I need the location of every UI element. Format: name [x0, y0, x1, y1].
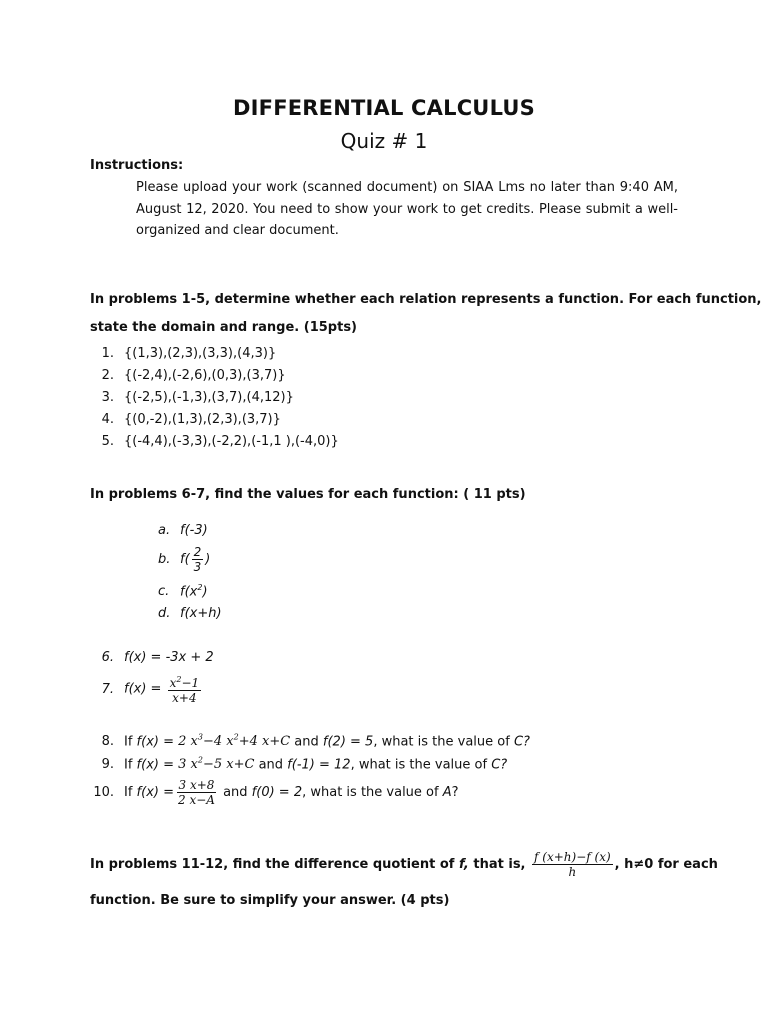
list-item: [92, 409, 339, 431]
problem-10: [92, 778, 459, 807]
fraction-numerator: 3 x+8: [178, 778, 215, 792]
item-text: {(0,-2),(1,3),(2,3),(3,7)}: [124, 412, 281, 427]
section1-heading-line1: In problems 1-5, determine whether each relation represents a function. For each function,: [90, 292, 762, 307]
section2-heading: In problems 6-7, find the values for each function: ( 11 pts): [90, 487, 526, 502]
tail-text: , what is the value of: [350, 757, 492, 773]
instructions-label: Instructions:: [90, 158, 184, 173]
condition: f(-1) = 12: [287, 757, 351, 773]
expr-part-c: +4 x+C: [238, 734, 291, 750]
heading-mid: that is,: [468, 857, 531, 872]
heading-pre: In problems 11-12, find the difference quotient of: [90, 857, 459, 872]
fx-text: f(x) =: [136, 785, 174, 800]
fraction: [168, 673, 202, 705]
item-text: {(-2,4),(-2,6),(0,3),(3,7)}: [124, 368, 286, 383]
section4-heading-line2: function. Be sure to simplify your answer. (4 pts): [90, 893, 450, 908]
problem-9: [92, 756, 507, 772]
heading-f: f,: [458, 857, 469, 872]
problem-6: [92, 650, 214, 665]
fraction-denominator: 2 x−A: [178, 793, 215, 807]
list-item: [92, 387, 339, 409]
if-text: If: [124, 785, 137, 800]
list-item: [92, 365, 339, 387]
item-number: 5.: [101, 434, 114, 449]
and-text: and: [254, 757, 288, 773]
exponent: 2: [197, 583, 203, 592]
expr-part-b: −4 x: [202, 734, 234, 750]
if-text: If: [124, 734, 137, 750]
numerator-var: x: [169, 676, 177, 690]
part-text-pre: f(x: [180, 584, 198, 600]
and-text: and: [218, 785, 252, 800]
fx-text: f(x) =: [136, 757, 174, 773]
variable: C?: [513, 734, 530, 750]
part-text: f(-3): [180, 523, 208, 538]
part-label: b.: [158, 552, 171, 567]
problem-text: f(x) = -3x + 2: [124, 650, 214, 665]
exponent: 2: [233, 733, 239, 742]
variable: C?: [491, 757, 508, 773]
expression: [174, 757, 254, 772]
exponent: 2: [197, 756, 203, 765]
item-number: 4.: [101, 412, 114, 427]
exponent: 2: [176, 675, 182, 684]
difference-quotient: [532, 850, 613, 879]
expr-part-a: 2 x: [174, 734, 198, 750]
list-item: [92, 431, 339, 453]
expression: [174, 734, 290, 749]
item-number: 2.: [101, 368, 114, 383]
problem-7: [92, 673, 203, 705]
fraction-numerator: [168, 673, 202, 691]
part-c: [158, 583, 208, 599]
and-text: and: [290, 734, 323, 750]
part-b: [158, 545, 210, 574]
expr-part-b: −5 x+C: [202, 757, 255, 773]
item-text: {(-4,4),(-3,3),(-2,2),(-1,1 ),(-4,0)}: [124, 434, 339, 449]
problem-8: [92, 733, 530, 749]
numerator-rest: −1: [181, 676, 200, 690]
instructions-text: Please upload your work (scanned document) on SIAA Lms no later than 9:40 AM, August 12, 2020. You need to show your work to get credits. Please submit a well-organized and clear document.: [136, 180, 678, 238]
fraction: [192, 545, 204, 574]
problem-number: 9.: [101, 757, 114, 773]
fraction-numerator: f (x+h)−f (x): [534, 850, 611, 864]
section4-heading-line1: [90, 850, 718, 879]
fraction-denominator: h: [568, 865, 577, 879]
part-a: [158, 523, 208, 538]
condition: f(0) = 2: [251, 785, 303, 800]
part-text-post: ): [205, 552, 211, 567]
problem-number: 10.: [93, 785, 114, 800]
section1-heading: [90, 289, 762, 338]
section1-heading-line2: state the domain and range. (15pts): [90, 320, 358, 335]
item-text: {(-2,5),(-1,3),(3,7),(4,12)}: [124, 390, 294, 405]
page-title: DIFFERENTIAL CALCULUS: [233, 96, 535, 120]
part-label: a.: [158, 523, 171, 538]
if-text: If: [124, 757, 137, 773]
fraction-numerator: 2: [193, 545, 202, 559]
condition: f(2) = 5: [322, 734, 374, 750]
fraction-denominator: x+4: [172, 691, 197, 705]
part-label: d.: [158, 606, 171, 621]
problem-number: 8.: [101, 734, 114, 750]
part-text-pre: f(: [180, 552, 190, 567]
question-mark: ?: [451, 785, 459, 800]
list-item: [92, 343, 339, 365]
item-number: 3.: [101, 390, 114, 405]
tail-text: , what is the value of: [373, 734, 514, 750]
item-text: {(1,3),(2,3),(3,3),(4,3)}: [124, 346, 277, 361]
tail-text: , what is the value of: [302, 785, 443, 800]
problem-number: 7.: [101, 681, 114, 697]
part-d: [158, 606, 222, 621]
item-number: 1.: [101, 346, 114, 361]
fraction-denominator: 3: [193, 560, 202, 574]
section1-list: [92, 343, 339, 453]
exponent: 3: [197, 733, 203, 742]
fx-text: f(x) =: [136, 734, 174, 750]
part-text-post: ): [202, 584, 208, 600]
part-label: c.: [158, 584, 170, 600]
problem-number: 6.: [101, 650, 114, 665]
heading-post: , h≠0 for each: [614, 857, 718, 872]
problem-text-pre: f(x) =: [124, 681, 166, 697]
fraction: [176, 778, 217, 807]
part-text: f(x+h): [180, 606, 222, 621]
variable: A: [442, 785, 452, 800]
expr-part-a: 3 x: [174, 757, 198, 773]
page-subtitle: Quiz # 1: [340, 129, 428, 153]
